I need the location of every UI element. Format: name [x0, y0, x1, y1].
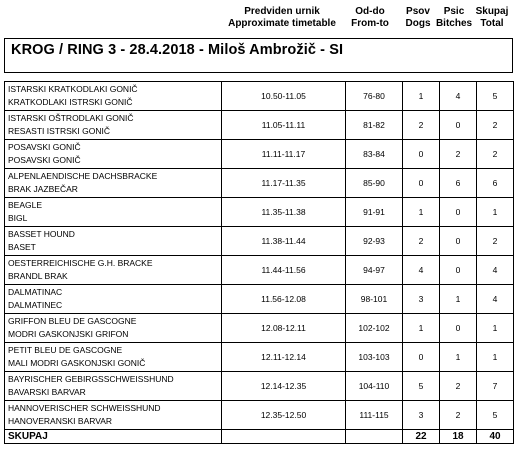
breed-name-primary: BAYRISCHER GEBIRGSSCHWEISSHUND [8, 374, 174, 384]
breed-name-primary: ALPENLAENDISCHE DACHSBRACKE [8, 171, 158, 181]
table-row [5, 314, 514, 343]
table-row [5, 343, 514, 372]
total-cell: 2 [477, 111, 514, 140]
time-cell: 10.50-11.05 [222, 82, 346, 111]
breed-name-secondary: BRAK JAZBEČAR [8, 184, 78, 194]
dogs-cell: 1 [403, 314, 440, 343]
time-cell: 12.14-12.35 [222, 372, 346, 401]
bitches-cell: 0 [440, 256, 477, 285]
time-cell: 11.44-11.56 [222, 256, 346, 285]
timetable-label-sl: Predviden urnik [244, 6, 320, 17]
bitches-cell: 6 [440, 169, 477, 198]
table-row [5, 372, 514, 401]
bitches-cell: 0 [440, 111, 477, 140]
bitches-cell: 0 [440, 227, 477, 256]
breed-name-primary: ISTARSKI KRATKODLAKI GONIČ [8, 84, 138, 94]
bitches-cell: 4 [440, 82, 477, 111]
table-row [5, 256, 514, 285]
bitches-label-en: Bitches [435, 18, 473, 29]
breed-name-secondary: POSAVSKI GONIČ [8, 155, 81, 165]
breed-name-primary: POSAVSKI GONIČ [8, 142, 81, 152]
bitches-cell: 0 [440, 314, 477, 343]
range-cell: 91-91 [346, 198, 403, 227]
bitches-cell: 2 [440, 140, 477, 169]
table-row [5, 140, 514, 169]
total-label-sl: Skupaj [475, 6, 509, 17]
column-header-timetable [222, 6, 342, 30]
ring-title-box [4, 38, 513, 73]
breed-name-cell [5, 198, 222, 227]
breed-name-cell [5, 111, 222, 140]
breed-name-secondary: BASET [8, 242, 36, 252]
breed-name-primary: BEAGLE [8, 200, 43, 210]
dogs-cell: 5 [403, 372, 440, 401]
total-cell: 1 [477, 343, 514, 372]
bitches-cell: 1 [440, 285, 477, 314]
column-header-bitches [434, 6, 474, 30]
fromto-label-sl: Od-do [355, 6, 385, 17]
total-cell: 2 [477, 140, 514, 169]
total-cell: 5 [477, 82, 514, 111]
ring-title: KROG / RING 3 - 28.4.2018 - Miloš Ambrožič - SI [11, 42, 344, 58]
column-header-dogs [400, 6, 436, 30]
time-cell: 12.08-12.11 [222, 314, 346, 343]
range-cell: 104-110 [346, 372, 403, 401]
bitches-cell: 2 [440, 372, 477, 401]
table-row [5, 111, 514, 140]
total-cell: 7 [477, 372, 514, 401]
range-cell: 83-84 [346, 140, 403, 169]
dogs-cell: 0 [403, 140, 440, 169]
total-cell: 1 [477, 198, 514, 227]
table-row [5, 82, 514, 111]
range-cell: 76-80 [346, 82, 403, 111]
breed-name-secondary: MODRI GASKONJSKI GRIFON [8, 329, 129, 339]
total-cell: 4 [477, 256, 514, 285]
breed-name-primary: ISTARSKI OŠTRODLAKI GONIČ [8, 113, 134, 123]
dogs-label-en: Dogs [405, 18, 431, 29]
breed-name-secondary: HANOVERANSKI BARVAR [8, 416, 113, 426]
total-cell: 4 [477, 285, 514, 314]
breed-name-cell [5, 343, 222, 372]
dogs-cell: 0 [403, 343, 440, 372]
breed-name-secondary: BIGL [8, 213, 28, 223]
column-header-fromto [345, 6, 395, 30]
range-cell: 103-103 [346, 343, 403, 372]
table-row [5, 169, 514, 198]
totals-bitches: 18 [440, 430, 477, 444]
range-cell: 92-93 [346, 227, 403, 256]
breed-name-primary: GRIFFON BLEU DE GASCOGNE [8, 316, 137, 326]
range-cell: 102-102 [346, 314, 403, 343]
bitches-cell: 0 [440, 198, 477, 227]
totals-empty-cell [346, 430, 403, 444]
range-cell: 111-115 [346, 401, 403, 430]
breed-name-primary: OESTERREICHISCHE G.H. BRACKE [8, 258, 153, 268]
totals-label: SKUPAJ [5, 430, 222, 444]
range-cell: 85-90 [346, 169, 403, 198]
table-row [5, 285, 514, 314]
range-cell: 94-97 [346, 256, 403, 285]
total-cell: 5 [477, 401, 514, 430]
table-body [5, 82, 514, 430]
breed-name-primary: HANNOVERISCHER SCHWEISSHUND [8, 403, 161, 413]
time-cell: 11.38-11.44 [222, 227, 346, 256]
dogs-cell: 4 [403, 256, 440, 285]
breed-name-secondary: KRATKODLAKI ISTRSKI GONIČ [8, 97, 133, 107]
dogs-cell: 1 [403, 198, 440, 227]
breed-name-cell [5, 169, 222, 198]
breed-name-cell [5, 82, 222, 111]
dogs-cell: 2 [403, 227, 440, 256]
totals-dogs: 22 [403, 430, 440, 444]
table-row [5, 227, 514, 256]
time-cell: 11.11-11.17 [222, 140, 346, 169]
table-row [5, 198, 514, 227]
table-row [5, 401, 514, 430]
breed-name-cell [5, 140, 222, 169]
bitches-cell: 2 [440, 401, 477, 430]
range-cell: 98-101 [346, 285, 403, 314]
breed-name-secondary: MALI MODRI GASKONJSKI GONIČ [8, 358, 146, 368]
range-cell: 81-82 [346, 111, 403, 140]
breed-name-primary: DALMATINAC [8, 287, 63, 297]
totals-row [5, 430, 514, 444]
timetable-label-en: Approximate timetable [228, 18, 336, 29]
time-cell: 11.56-12.08 [222, 285, 346, 314]
breed-name-cell [5, 256, 222, 285]
breed-name-cell [5, 227, 222, 256]
bitches-label-sl: Psic [443, 6, 465, 17]
dogs-cell: 3 [403, 401, 440, 430]
column-header-total [472, 6, 512, 30]
time-cell: 12.11-12.14 [222, 343, 346, 372]
dogs-cell: 3 [403, 285, 440, 314]
totals-empty-cell [222, 430, 346, 444]
dogs-cell: 0 [403, 169, 440, 198]
breed-name-cell [5, 401, 222, 430]
dogs-cell: 2 [403, 111, 440, 140]
breed-name-secondary: BRANDL BRAK [8, 271, 68, 281]
totals-total: 40 [477, 430, 514, 444]
breed-name-cell [5, 285, 222, 314]
total-label-en: Total [480, 18, 504, 29]
total-cell: 1 [477, 314, 514, 343]
time-cell: 11.05-11.11 [222, 111, 346, 140]
time-cell: 12.35-12.50 [222, 401, 346, 430]
dogs-label-sl: Psov [406, 6, 430, 17]
total-cell: 2 [477, 227, 514, 256]
breed-name-primary: BASSET HOUND [8, 229, 75, 239]
time-cell: 11.17-11.35 [222, 169, 346, 198]
dogs-cell: 1 [403, 82, 440, 111]
breed-name-primary: PETIT BLEU DE GASCOGNE [8, 345, 123, 355]
breed-name-cell [5, 372, 222, 401]
time-cell: 11.35-11.38 [222, 198, 346, 227]
total-cell: 6 [477, 169, 514, 198]
bitches-cell: 1 [440, 343, 477, 372]
breed-name-secondary: RESASTI ISTRSKI GONIČ [8, 126, 111, 136]
breed-name-cell [5, 314, 222, 343]
breed-name-secondary: BAVARSKI BARVAR [8, 387, 86, 397]
fromto-label-en: From-to [351, 18, 389, 29]
breed-schedule-table [4, 81, 514, 444]
breed-name-secondary: DALMATINEC [8, 300, 63, 310]
